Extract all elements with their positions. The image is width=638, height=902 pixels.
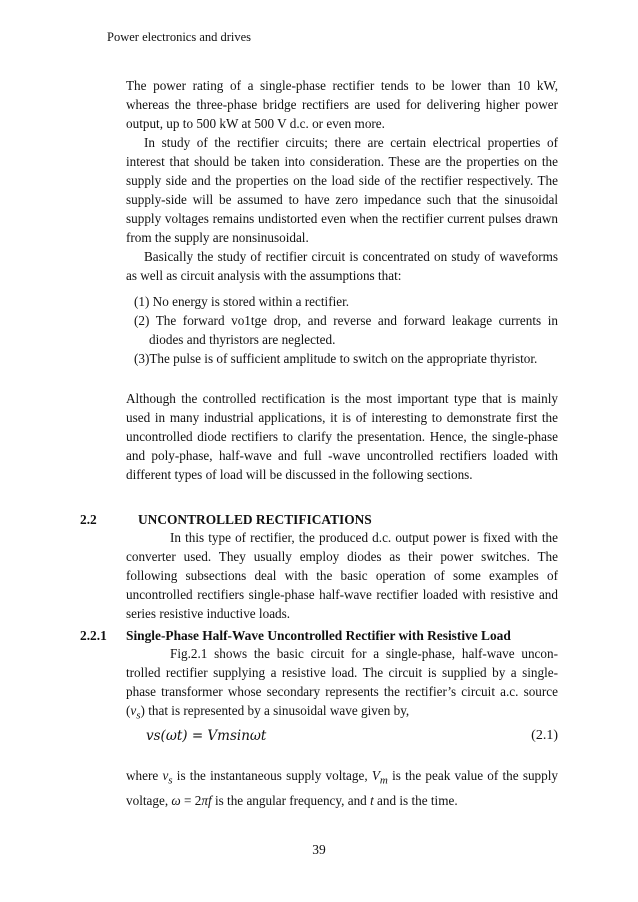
body-after-equation: [126, 766, 558, 810]
equation-number: (2.1): [531, 728, 558, 743]
list-item: (1) No energy is stored within a rectifier.: [134, 294, 350, 309]
paragraph-symbol-definitions: where $v_s$ is the instantaneous supply voltage, $V_m$ is the peak value of the supply voltage, ω = 2πf is the angular frequency, and t and is the time.: [126, 768, 558, 808]
section-heading-2-2-1: [80, 628, 511, 644]
assumptions-list: [134, 292, 558, 368]
equation-2-1: [146, 728, 558, 744]
page-number: 39: [312, 842, 326, 857]
equation-expression: 𝑣𝑠(𝜔𝑡) = 𝑉𝑚𝑠𝑖𝑛𝜔𝑡: [146, 728, 267, 744]
body-middle: [126, 389, 558, 484]
running-header: Power electronics and drives: [107, 30, 252, 44]
paragraph-half-wave-circuit: Fig.2.1 shows the basic circuit for a single-phase, half-wave uncon-trolled rectifier supplying a resistive load. The circuit is supplied by a single-phase transformer whose secondary represents the rectifier’s circuit a.c. source $(v_s)$ that is represented by a sinusoidal wave given by,: [126, 646, 558, 722]
paragraph-uncontrolled-intro: In this type of rectifier, the produced d.c. output power is fixed with the converter used. They usually employ diodes as their power switches. The following subsections deal with the basic operation of some examples of uncontrolled rectifiers single-phase half-wave rectifier loaded with resistive and series resistive inductive loads.: [126, 530, 558, 621]
section-title: Single-Phase Half-Wave Uncontrolled Rectifier with Resistive Load: [126, 628, 511, 643]
paragraph-assumptions-intro: Basically the study of rectifier circuit is concentrated on study of waveforms as well as circuit analysis with the assumptions that:: [126, 249, 558, 283]
section-number: 2.2.1: [80, 628, 107, 643]
body-top: [126, 76, 558, 285]
body-section-2-2-1: [126, 644, 558, 726]
paragraph-power-rating: The power rating of a single-phase rectifier tends to be lower than 10 kW, whereas the three-phase bridge rectifiers are used for delivering higher power output, up to 500 kW at 500 V d.c. or even more.: [126, 78, 558, 131]
list-item: (2) The forward vo1tge drop, and reverse and forward leakage currents in diodes and thyristors are neglected.: [134, 313, 558, 347]
body-section-2-2: [126, 528, 558, 623]
list-item: (3)The pulse is of sufficient amplitude to switch on the appropriate thyristor.: [134, 351, 538, 366]
paragraph-rectifier-properties: In study of the rectifier circuits; there are certain electrical properties of interest that should be taken into consideration. These are the properties on the supply side and the properties on the load side of the rectifier respectively. The supply-side will be assumed to have zero impedance such that the sinusoidal supply voltages remains undistorted even when the rectifier current pulses drawn from the supply are nonsinusoidal.: [126, 135, 558, 245]
section-title: UNCONTROLLED RECTIFICATIONS: [138, 512, 372, 527]
section-number: 2.2: [80, 512, 97, 527]
section-heading-2-2: [80, 512, 372, 528]
paragraph-controlled-rectification: Although the controlled rectification is the most important type that is mainly used in many industrial applications, it is of interesting to demonstrate first the uncontrolled diode rectifiers to clarify the presentation. Hence, the single-phase and poly-phase, half-wave and full -wave uncontrolled rectifiers loaded with different types of load will be discussed in the following sections.: [126, 391, 558, 482]
